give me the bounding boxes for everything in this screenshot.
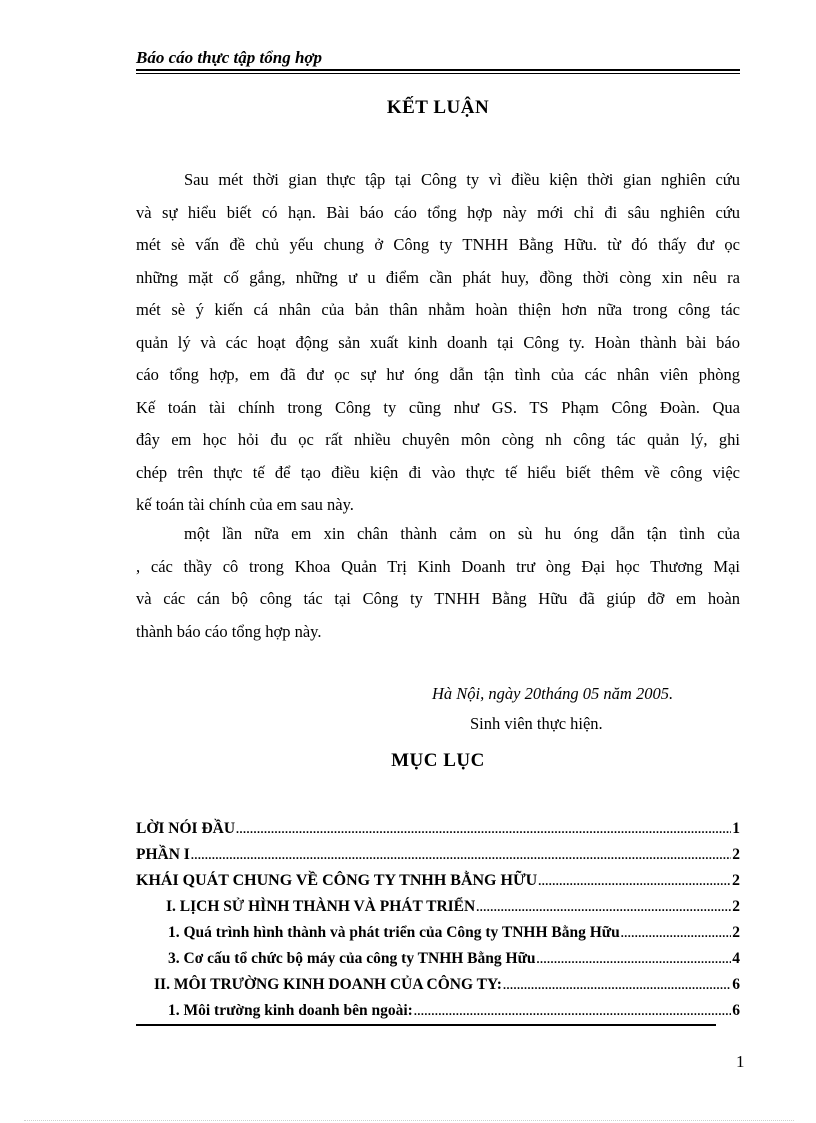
text-line: một lần nữa em xin chân thành cảm on sù hu óng dẫn tận tình của [184,524,740,543]
toc-leader-dots [621,926,732,941]
toc-entry-label: II. MÔI TRƯỜNG KINH DOANH CỦA CÔNG TY: [154,976,502,993]
toc-entry[interactable] [136,898,740,924]
toc-entry-page: 2 [732,872,740,889]
text-line: kế toán tài chính của em sau này. [136,495,354,514]
signature-name: Sinh viên thực hiện. [470,714,603,733]
toc-entry-label: 3. Cơ cấu tổ chức bộ máy của công ty TNHH Bằng Hữu [168,950,536,967]
toc-entry[interactable] [136,924,740,950]
toc-entry-page: 4 [732,950,740,967]
page-number: 1 [736,1052,745,1071]
toc-heading: MỤC LỤC [391,750,485,771]
toc-leader-dots [236,822,731,837]
toc-entry-label: I. LỊCH SỬ HÌNH THÀNH VÀ PHÁT TRIỂN [166,898,476,915]
text-line: đây em học hỏi đu ọc rất nhiều chuyên môn còng nh công tác quản lý, ghi [136,430,740,449]
text-line: Kế toán tài chính trong Công ty cũng như GS. TS Phạm Công Đoàn. Qua [136,397,740,417]
text-line: và sự hiểu biết có hạn. Bài báo cáo tổng hợp này mới chỉ đi sâu nghiên cứu [136,202,740,222]
conclusion-paragraph-1 [136,164,740,522]
text-line: những mặt cố gắng, những ư u điểm cần phát huy, đồng thời còng xin nêu ra [136,267,740,287]
toc-leader-dots [191,848,731,863]
text-line: , các thầy cô trong Khoa Quản Trị Kinh Doanh trư òng Đại học Thương Mại [136,556,740,576]
text-line: chép trên thực tế để tạo điều kiện đi vào thực tế hiểu biết thêm về công việc [136,462,740,482]
toc-entry[interactable] [136,846,740,872]
signature-date: Hà Nội, ngày 20tháng 05 năm 2005. [432,684,674,703]
text-line: mét sè ý kiến cá nhân của bản thân nhằm hoàn thiện hơn nữa trong công tác [136,300,740,319]
toc-entry-page: 1 [732,820,740,837]
toc-entry-label: 1. Quá trình hình thành và phát triển của Công ty TNHH Bằng Hữu [168,924,620,941]
header-rule [136,69,740,71]
toc-entry-page: 6 [732,976,740,993]
header-rule-thin [136,73,740,74]
text-line: Sau mét thời gian thực tập tại Công ty vì điều kiện thời gian nghiên cứu [184,170,740,189]
text-line: thành báo cáo tổng hợp này. [136,621,322,641]
conclusion-heading: KẾT LUẬN [386,97,490,118]
toc-entry-label: LỜI NÓI ĐẦU [136,820,236,837]
text-line: mét sè vấn đề chủ yếu chung ở Công ty TNHH Bằng Hữu. từ đó thấy đư ọc [136,235,740,254]
page-edge-divider [24,1120,794,1121]
toc-entry-label: PHẦN I [136,846,190,863]
toc-entry-page: 2 [732,898,740,915]
toc-entry-label: KHÁI QUÁT CHUNG VỀ CÔNG TY TNHH BẰNG HỮU [136,872,538,889]
text-line: quản lý và các hoạt động sản xuất kinh doanh tại Công ty. Hoàn thành bài báo [136,332,740,352]
toc-leader-dots [538,874,731,889]
conclusion-paragraph-2 [136,518,740,648]
toc-entry-page: 2 [732,846,740,863]
toc-entry-page: 6 [732,1002,740,1019]
toc-entry-page: 2 [732,924,740,941]
running-header-title: Báo cáo thực tập tổng hợp [136,48,323,67]
footer-rule [136,1024,716,1026]
toc-entry-label: 1. Môi trường kinh doanh bên ngoài: [168,1002,413,1019]
toc-entry[interactable] [136,976,740,1002]
toc-leader-dots [503,978,731,993]
toc-leader-dots [414,1004,731,1019]
text-line: và các cán bộ công tác tại Công ty TNHH Bằng Hữu đã giúp đỡ em hoàn [136,589,740,608]
table-of-contents [136,820,740,1028]
toc-leader-dots [476,900,731,915]
toc-leader-dots [537,952,732,967]
text-line: cáo tổng hợp, em đã đư ọc sự hư óng dẫn tận tình của các nhân viên phòng [136,365,740,384]
toc-entry[interactable] [136,872,740,898]
toc-entry[interactable] [136,820,740,846]
toc-entry[interactable] [136,950,740,976]
